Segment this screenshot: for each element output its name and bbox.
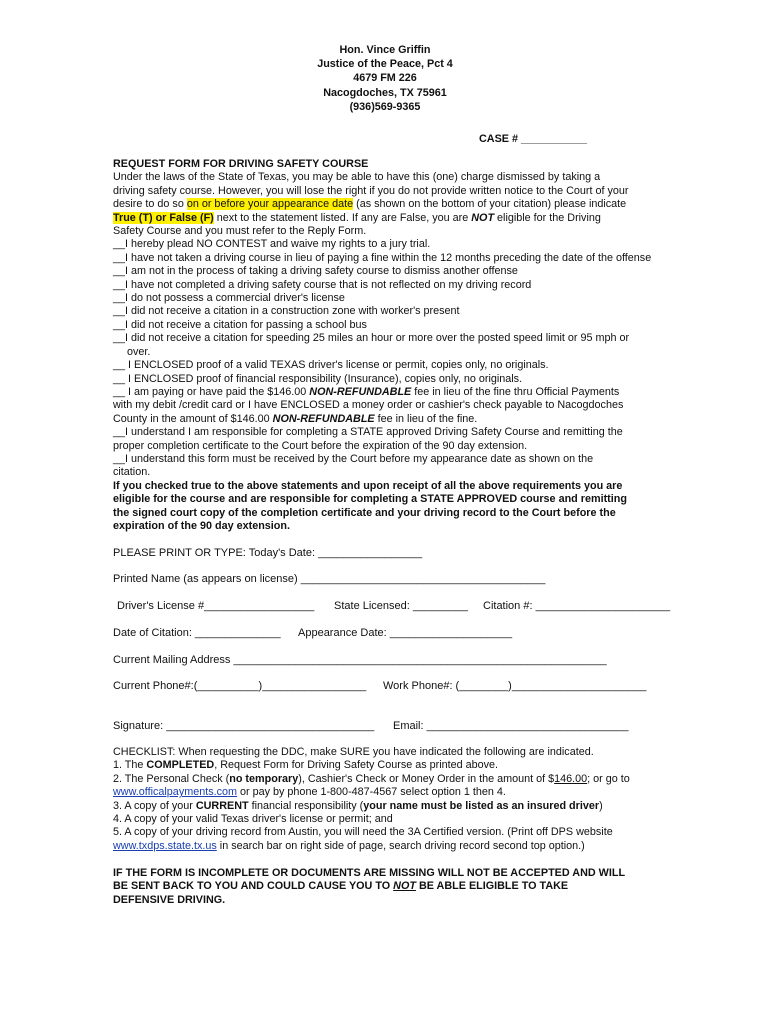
intro-line-4: True (T) or False (F) next to the statement listed. If any are False, you are NOT eligible for the Driving: [113, 211, 601, 224]
warning-line-1: IF THE FORM IS INCOMPLETE OR DOCUMENTS ARE MISSING WILL NOT BE ACCEPTED AND WILL: [113, 867, 626, 879]
statement-7: __I did not receive a citation for passing a school bus: [113, 318, 367, 331]
statement-12-cont: proper completion certificate to the Court before the expiration of the 90 day extension.: [113, 439, 528, 452]
intro-line-2: driving safety course. However, you will lose the right if you do not provide written notice to the Court of your: [113, 184, 629, 197]
statement-13-cont: citation.: [113, 466, 151, 479]
state-licensed-field[interactable]: State Licensed: _________: [334, 600, 468, 612]
form-title: REQUEST FORM FOR DRIVING SAFETY COURSE: [113, 158, 369, 170]
warning-section: [113, 867, 683, 907]
checklist-item-5-cont: www.txdps.state.tx.us in search bar on right side of page, search driving record second top option.): [113, 839, 585, 852]
work-phone-field[interactable]: Work Phone#: (________)______________________: [383, 680, 647, 692]
court-header: [0, 44, 770, 115]
intro-line-5: Safety Course and you must refer to the Reply Form.: [113, 225, 367, 238]
warning-line-3: DEFENSIVE DRIVING.: [113, 893, 226, 906]
txdps-link[interactable]: www.txdps.state.tx.us: [113, 839, 217, 852]
checklist-section: [113, 746, 683, 853]
statement-11-cont: with my debit /credit card or I have ENCLOSED a money order or cashier's check payable to Nacogdoches: [113, 399, 624, 412]
todays-date-field[interactable]: PLEASE PRINT OR TYPE: Today's Date: _________________: [113, 547, 423, 559]
warning-line-2: BE SENT BACK TO YOU AND COULD CAUSE YOU TO NOT BE ABLE ELIGIBLE TO TAKE: [113, 880, 569, 893]
checklist-item-2: 2. The Personal Check (no temporary), Cashier's Check or Money Order in the amount of $146.00; or go to: [113, 772, 630, 785]
statement-12: __I understand I am responsible for completing a STATE approved Driving Safety Course and remitting the: [113, 426, 623, 439]
judge-name: Hon. Vince Griffin: [339, 44, 431, 56]
checklist-item-1: 1. The COMPLETED, Request Form for Driving Safety Course as printed above.: [113, 759, 499, 772]
court-title: Justice of the Peace, Pct 4: [317, 58, 453, 71]
citation-number-field[interactable]: Citation #: ______________________: [483, 600, 671, 612]
statement-1: __I hereby plead NO CONTEST and waive my rights to a jury trial.: [113, 238, 431, 251]
current-phone-field[interactable]: Current Phone#:(__________)_________________: [113, 680, 367, 692]
drivers-license-field[interactable]: Driver's License #__________________: [117, 600, 315, 612]
official-payments-link[interactable]: www.officalpayments.com: [113, 786, 238, 799]
checklist-heading: CHECKLIST: When requesting the DDC, make SURE you have indicated the following are indicated.: [113, 746, 594, 758]
court-city: Nacogdoches, TX 75961: [323, 86, 447, 99]
signature-field[interactable]: Signature: __________________________________: [113, 720, 375, 732]
checklist-item-3: 3. A copy of your CURRENT financial responsibility (your name must be listed as an insured driver): [113, 799, 603, 812]
statement-8: __I did not receive a citation for speeding 25 miles an hour or more over the posted speed limit or 95 mph or: [113, 332, 630, 345]
statement-2: __I have not taken a driving course in lieu of paying a fine within the 12 months preceding the date of the offense: [113, 251, 652, 264]
statement-3: __I am not in the process of taking a driving safety course to dismiss another offense: [113, 265, 518, 278]
intro-line-1: Under the laws of the State of Texas, you may be able to have this (one) charge dismissed by taking a: [113, 171, 601, 184]
statement-11: __ I am paying or have paid the $146.00 NON-REFUNDABLE fee in lieu of the fine thru Official Payments: [113, 385, 620, 398]
printed-name-field[interactable]: Printed Name (as appears on license) ________________________________________: [113, 573, 546, 585]
statement-4: __I have not completed a driving safety course that is not reflected on my driving record: [113, 278, 532, 291]
checklist-item-4: 4. A copy of your valid Texas driver's license or permit; and: [113, 813, 393, 826]
statement-10: __ I ENCLOSED proof of financial responsibility (Insurance), copies only, no originals.: [113, 372, 523, 385]
mailing-address-field[interactable]: Current Mailing Address _____________________________________________________________: [113, 654, 607, 666]
statement-9: __ I ENCLOSED proof of a valid TEXAS driver's license or permit, copies only, no originals.: [113, 359, 549, 372]
checklist-item-2-cont: www.officalpayments.com or pay by phone 1-800-487-4567 select option 1 then 4.: [113, 786, 506, 799]
highlight-true-false: True (T) or False (F): [113, 211, 214, 224]
statement-8-cont: over.: [127, 345, 151, 358]
court-street: 4679 FM 226: [353, 72, 417, 85]
checklist-item-5: 5. A copy of your driving record from Austin, you will need the 3A Certified version. (Print off DPS website: [113, 826, 613, 839]
statement-6: __I did not receive a citation in a construction zone with worker's present: [113, 305, 460, 318]
date-of-citation-field[interactable]: Date of Citation: ______________: [113, 627, 281, 639]
highlight-appearance-date: on or before your appearance date: [186, 198, 354, 211]
statement-11-cont2: County in the amount of $146.00 NON-REFUNDABLE fee in lieu of the fine.: [113, 412, 478, 425]
eligibility-line-2: eligible for the course and are responsible for completing a STATE APPROVED course and remitting: [113, 493, 627, 506]
statement-5: __I do not possess a commercial driver's license: [113, 292, 345, 305]
eligibility-line-3: the signed court copy of the completion certificate and your driving record to the Court before the: [113, 506, 616, 519]
case-number-field: CASE # ___________: [479, 133, 588, 145]
request-section: [113, 158, 683, 533]
email-field[interactable]: Email: _________________________________: [393, 720, 629, 732]
appearance-date-field[interactable]: Appearance Date: ____________________: [298, 627, 513, 639]
intro-line-3: desire to do so on or before your appearance date (as shown on the bottom of your citation) please indicate: [113, 198, 627, 211]
statement-13: __I understand this form must be received by the Court before my appearance date as shown on the: [113, 452, 594, 465]
court-phone: (936)569-9365: [349, 100, 421, 113]
eligibility-line-1: If you checked true to the above statements and upon receipt of all the above requirements you are: [113, 479, 623, 492]
eligibility-line-4: expiration of the 90 day extension.: [113, 519, 290, 532]
